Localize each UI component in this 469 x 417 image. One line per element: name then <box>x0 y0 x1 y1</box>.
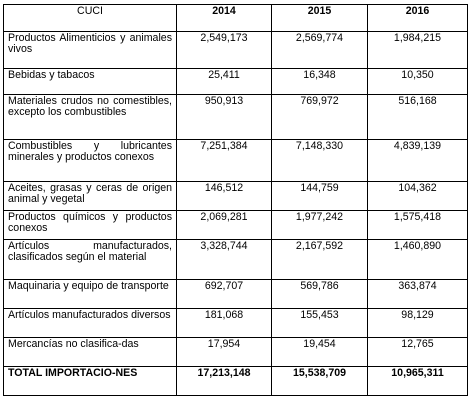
cell-2016: 516,168 <box>368 95 468 140</box>
table-row <box>4 140 468 182</box>
cell-2015: 769,972 <box>272 95 368 140</box>
cell-2015: 2,167,592 <box>272 240 368 280</box>
cell-2014: 146,512 <box>177 182 272 211</box>
cell-2016: 1,460,890 <box>368 240 468 280</box>
cell-2015: 1,977,242 <box>272 211 368 240</box>
cell-2016: 104,362 <box>368 182 468 211</box>
header-2016: 2016 <box>368 5 468 32</box>
cell-2016: 1,984,215 <box>368 32 468 69</box>
row-label: Mercancías no clasifica-das <box>4 338 177 367</box>
cell-2015: 155,453 <box>272 309 368 338</box>
cell-2014: 3,328,744 <box>177 240 272 280</box>
cell-2015: 144,759 <box>272 182 368 211</box>
row-label: Artículos manufacturados diversos <box>4 309 177 338</box>
total-label: TOTAL IMPORTACIO-NES <box>4 367 177 396</box>
imports-by-cuci-table <box>3 4 468 396</box>
cell-2016: 4,839,139 <box>368 140 468 182</box>
cell-2014: 2,069,281 <box>177 211 272 240</box>
table-row <box>4 309 468 338</box>
table-row <box>4 69 468 95</box>
table-row <box>4 182 468 211</box>
cell-2016: 1,575,418 <box>368 211 468 240</box>
table-row <box>4 32 468 69</box>
row-label: Artículos manufacturados, clasificados según el material <box>4 240 177 280</box>
cell-2016: 12,765 <box>368 338 468 367</box>
header-cuci: CUCI <box>4 5 177 32</box>
imports-table-container <box>3 4 468 396</box>
cell-2015: 569,786 <box>272 280 368 309</box>
cell-2016: 10,350 <box>368 69 468 95</box>
row-label: Materiales crudos no comestibles, excepto los combustibles <box>4 95 177 140</box>
table-row <box>4 211 468 240</box>
cell-2015: 2,569,774 <box>272 32 368 69</box>
cell-2015: 7,148,330 <box>272 140 368 182</box>
cell-2014: 950,913 <box>177 95 272 140</box>
table-row <box>4 280 468 309</box>
cell-2015: 16,348 <box>272 69 368 95</box>
total-row <box>4 367 468 396</box>
header-2014: 2014 <box>177 5 272 32</box>
row-label: Productos Alimenticios y animales vivos <box>4 32 177 69</box>
row-label: Productos químicos y productos conexos <box>4 211 177 240</box>
total-2015: 15,538,709 <box>272 367 368 396</box>
row-label: Bebidas y tabacos <box>4 69 177 95</box>
cell-2014: 25,411 <box>177 69 272 95</box>
table-row <box>4 240 468 280</box>
cell-2015: 19,454 <box>272 338 368 367</box>
cell-2016: 363,874 <box>368 280 468 309</box>
row-label: Combustibles y lubricantes minerales y productos conexos <box>4 140 177 182</box>
header-2015: 2015 <box>272 5 368 32</box>
table-row <box>4 338 468 367</box>
row-label: Maquinaria y equipo de transporte <box>4 280 177 309</box>
total-2014: 17,213,148 <box>177 367 272 396</box>
cell-2014: 2,549,173 <box>177 32 272 69</box>
cell-2014: 17,954 <box>177 338 272 367</box>
cell-2014: 181,068 <box>177 309 272 338</box>
row-label: Aceites, grasas y ceras de origen animal y vegetal <box>4 182 177 211</box>
cell-2014: 7,251,384 <box>177 140 272 182</box>
total-2016: 10,965,311 <box>368 367 468 396</box>
cell-2016: 98,129 <box>368 309 468 338</box>
table-row <box>4 95 468 140</box>
cell-2014: 692,707 <box>177 280 272 309</box>
header-row <box>4 5 468 32</box>
